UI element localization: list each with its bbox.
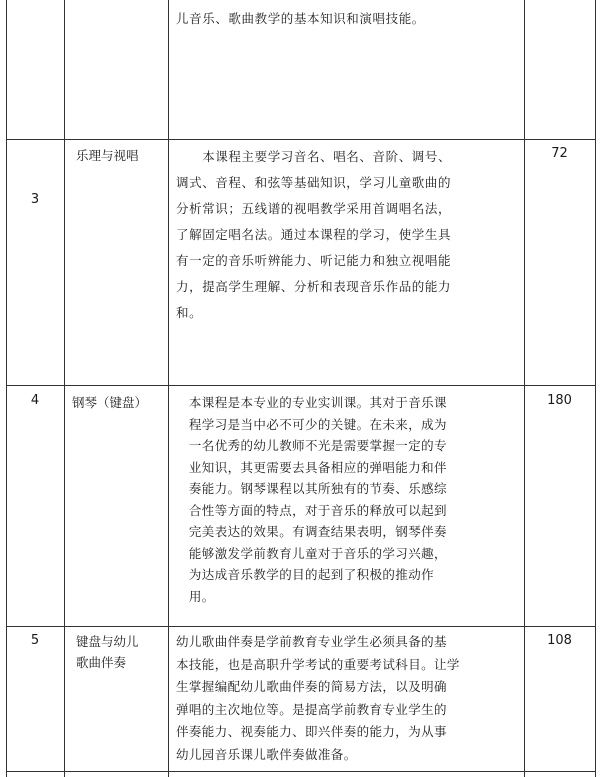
row-index: 4 bbox=[30, 393, 40, 408]
description-line: 分析常识；五线谱的视唱教学采用首调唱名法， bbox=[176, 201, 452, 216]
row-description bbox=[176, 631, 521, 766]
description-line: 本技能，也是高职升学考试的重要考试科目。让学 bbox=[176, 656, 460, 672]
description-line: 本课程是本专业的专业实训课。其对于音乐课 bbox=[176, 395, 447, 410]
description-line: 有一定的音乐听辨能力、听记能力和独立视唱能 bbox=[176, 253, 452, 268]
course-hours: 108 bbox=[547, 633, 572, 648]
row-border bbox=[6, 385, 596, 386]
row-index: 5 bbox=[30, 633, 40, 648]
course-name-line: 歌曲伴奏 bbox=[76, 655, 127, 670]
description-line: 奏能力。钢琴课程以其所独有的节奏、乐感综 bbox=[176, 481, 447, 496]
row-description bbox=[176, 144, 521, 326]
column-border bbox=[524, 0, 525, 777]
course-name-line: 钢琴（键盘） bbox=[72, 395, 148, 410]
row-border bbox=[6, 626, 596, 627]
course-name-line: 乐理与视唱 bbox=[76, 148, 139, 163]
description-line: 本课程主要学习音名、唱名、音阶、调号、 bbox=[176, 149, 452, 164]
description-line: 完美表达的效果。有调查结果表明，钢琴伴奏 bbox=[176, 524, 447, 539]
description-line: 力，提高学生理解、分析和表现音乐作品的能力 bbox=[176, 279, 452, 294]
description-line: 幼儿歌曲伴奏是学前教育专业学生必须具备的基 bbox=[176, 634, 447, 649]
course-name bbox=[72, 392, 167, 413]
description-line: 了解固定唱名法。通过本课程的学习，使学生具 bbox=[176, 227, 452, 242]
description-line: 幼儿园音乐课儿歌伴奏做准备。 bbox=[176, 746, 357, 762]
description-line: 为达成音乐教学的目的起到了积极的推动作 bbox=[176, 567, 435, 582]
row-index: 3 bbox=[30, 192, 40, 207]
course-hours: 72 bbox=[551, 146, 568, 161]
description-line: 弹唱的主次地位等。是提高学前教育专业学生的 bbox=[176, 701, 447, 717]
description-line: 能够激发学前教育儿童对于音乐的学习兴趣， bbox=[176, 545, 447, 561]
column-border bbox=[64, 0, 65, 777]
course-name bbox=[76, 145, 166, 166]
column-border bbox=[6, 0, 7, 777]
description-line: 用。 bbox=[176, 588, 215, 604]
description-line: 程学习是当中必不可少的关键。在未来，成为 bbox=[176, 416, 447, 432]
description-line: 业知识，其更需要去具备相应的弹唱能力和伴 bbox=[176, 459, 447, 475]
description-line: 和。 bbox=[176, 305, 203, 320]
description-line: 合性等方面的特点，对于音乐的释放可以起到 bbox=[176, 502, 447, 518]
row-border bbox=[6, 139, 596, 140]
row-description bbox=[176, 6, 521, 32]
column-border bbox=[168, 0, 169, 777]
description-line: 调式、音程、和弦等基础知识，学习儿童歌曲的 bbox=[176, 175, 452, 190]
course-name-line: 键盘与幼儿 bbox=[76, 634, 139, 649]
course-name bbox=[76, 631, 166, 673]
row-description bbox=[176, 392, 521, 607]
course-hours: 180 bbox=[547, 393, 572, 408]
description-line: 伴奏能力、视奏能力、即兴伴奏的能力，为从事 bbox=[176, 724, 447, 739]
description-line: 一名优秀的幼儿教师不光是需要掌握一定的专 bbox=[176, 438, 447, 453]
description-line: 儿音乐、歌曲教学的基本知识和演唱技能。 bbox=[176, 11, 425, 26]
description-line: 生掌握编配幼儿歌曲伴奏的简易方法，以及明确 bbox=[176, 679, 447, 694]
row-border bbox=[6, 771, 596, 772]
column-border bbox=[595, 0, 596, 777]
